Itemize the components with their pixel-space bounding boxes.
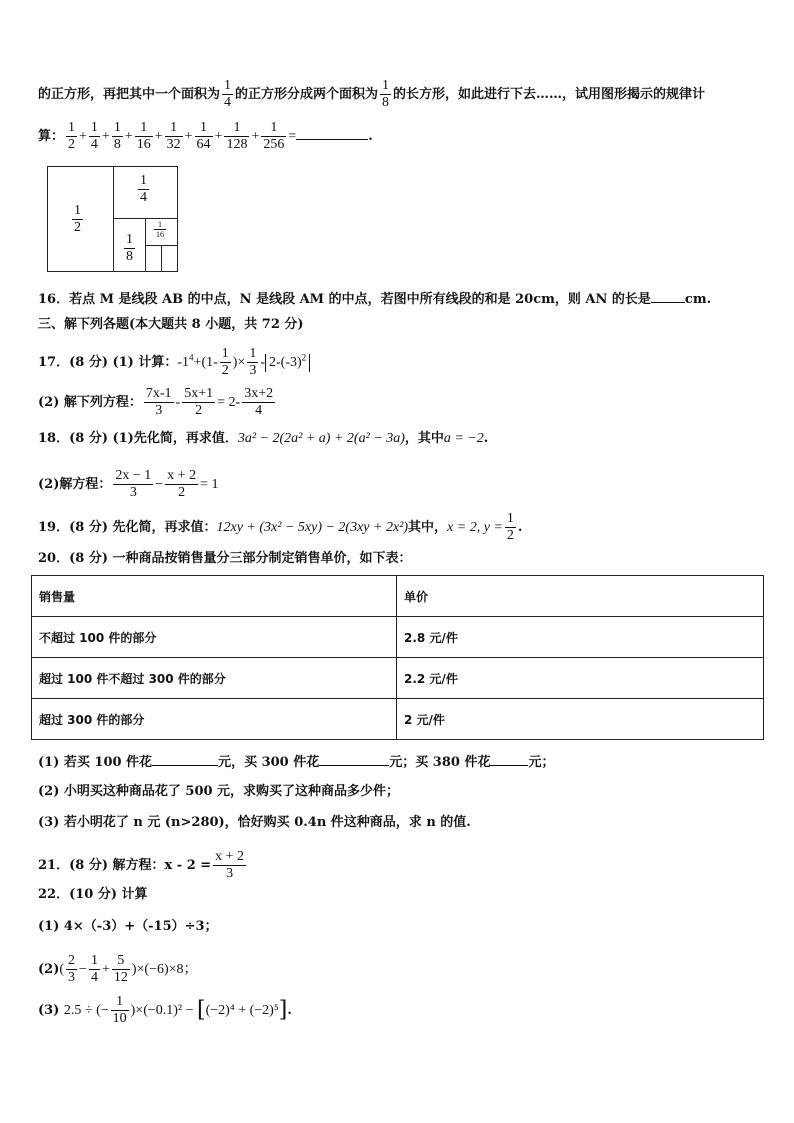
q20-sub2: (2) 小明买这种商品花了 500 元，求购买了这种商品多少件；: [38, 784, 400, 799]
fraction: $\frac{1}{4}$: [90, 120, 98, 152]
fraction: $\frac{1}{64}$: [196, 120, 211, 152]
section-heading: 三、解下列各题(本大题共 8 小题，共 72 分): [38, 317, 304, 332]
math-expr: -: [260, 355, 266, 370]
fraction: $\frac{x + 2}{2}$: [167, 468, 197, 500]
fraction: $\frac{1}{8}$: [113, 120, 121, 152]
q15-line1: [38, 78, 764, 111]
plus-sign: +: [214, 129, 223, 144]
q20-sub3: (3) 若小明花了 n 元 (n>280)，恰好购买 0.4n 件这种商品，求 n 的值.: [38, 815, 471, 830]
table-header-cell: 销售量: [32, 576, 397, 617]
q18-part2: [38, 468, 764, 501]
fraction: $\frac{1}{4}$: [140, 173, 147, 205]
table-row: [32, 658, 764, 699]
thirtysecond-cell: [145, 245, 162, 272]
fraction: $\frac{2x - 1}{3}$: [115, 468, 152, 500]
q20-s1-c: 元；买 380 件花: [389, 755, 491, 770]
q16-text: 16．若点 M 是线段 AB 的中点，N 是线段 AM 的中点，若图中所有线段的和是 20cm，则 AN 的长是: [38, 292, 651, 307]
q20-intro: 20．(8 分) 一种商品按销售量分三部分制定销售单价，如下表：: [38, 551, 412, 566]
plus-sign: +: [184, 129, 193, 144]
period: .: [287, 1003, 292, 1018]
table-cell: 2.8 元/件: [397, 617, 764, 658]
q17-part2: [38, 386, 764, 419]
plus-sign: +: [124, 129, 133, 144]
q16: [38, 288, 764, 310]
math-expr: 12xy + (3x² − 5xy) − 2(3xy + 2x²): [216, 520, 409, 535]
fraction: $\frac{1}{16}$: [156, 220, 164, 239]
fraction: $\frac{7x-1}{3}$: [145, 386, 172, 418]
fraction: $\frac{1}{2}$: [68, 120, 76, 152]
q15-calc-label: 算：: [38, 129, 65, 144]
equals-expr: = 2-: [217, 395, 241, 410]
plus-sign: +: [154, 129, 163, 144]
fraction: $\frac{1}{3}$: [249, 346, 257, 378]
q22-s2-label: (2): [38, 962, 60, 977]
table-header-row: [32, 576, 764, 617]
plus-sign: +: [101, 129, 110, 144]
q17-p2-label: (2) 解下列方程：: [38, 395, 142, 410]
q18-label: 18．(8 分) (1)先化简，再求值．: [38, 431, 238, 446]
math-expr: )×(−6)×8；: [131, 962, 198, 977]
q21-label: 21．(8 分) 解方程：x - 2 =: [38, 858, 212, 873]
close-bracket: ]: [278, 997, 288, 1023]
fraction: $\frac{1}{4}$: [224, 78, 232, 110]
fraction: $\frac{1}{10}$: [112, 994, 127, 1026]
answer-blank[interactable]: [490, 751, 528, 766]
q15-line2: [38, 120, 764, 153]
q22-label: 22．(10 分) 计算: [38, 887, 148, 902]
price-table: [31, 575, 764, 740]
fraction: $\frac{1}{2}$: [506, 511, 514, 543]
math-expr: )×: [232, 355, 246, 370]
q20-sub1: [38, 751, 764, 773]
period: .: [483, 431, 489, 446]
minus-sign: −: [155, 477, 164, 492]
abs-value: $2-(-3)^2$: [265, 354, 310, 372]
fraction: $\frac{1}{2}$: [221, 346, 229, 378]
minus-sign: −: [79, 962, 87, 977]
table-cell: 2 元/件: [397, 699, 764, 740]
table-row: [32, 617, 764, 658]
math-expr: 2.5 ÷ (−: [63, 1003, 109, 1018]
q22-s3-label: (3): [38, 1003, 60, 1018]
table-row: [32, 699, 764, 740]
half-cell: [47, 166, 114, 272]
open-bracket: [: [197, 997, 206, 1023]
q21: [38, 849, 764, 882]
q19-label: 19．(8 分) 先化简，再求值：: [38, 520, 217, 535]
equals-sign: =: [288, 129, 297, 144]
eighth-cell: [113, 218, 146, 272]
condition: a = −2: [443, 431, 484, 446]
fraction: $\frac{1}{2}$: [74, 203, 81, 235]
thirtysecond-cell: [161, 245, 178, 272]
q22-sub3: [38, 994, 764, 1027]
q20-s1-b: 元，买 300 件花: [218, 755, 320, 770]
q17-part1: [38, 346, 764, 379]
plus-sign: +: [101, 962, 110, 977]
fraction: $\frac{1}{16}$: [136, 120, 151, 152]
q15-text-a: 的正方形，再把其中一个面积为: [38, 87, 221, 102]
q20-s1-a: (1) 若买 100 件花: [38, 755, 153, 770]
q20-s1-d: 元；: [528, 755, 555, 770]
q19-tail: 其中，: [408, 520, 448, 535]
plus-sign: +: [251, 129, 260, 144]
sixteenth-cell: [145, 218, 178, 246]
math-expr: 3a² − 2(2a² + a) + 2(a² − 3a): [237, 431, 405, 446]
math-expr: (−2)⁴ + (−2)⁵: [205, 1003, 279, 1018]
fraction: $\frac{1}{32}$: [166, 120, 181, 152]
condition: x = 2, y =: [447, 520, 503, 535]
q19: [38, 511, 764, 544]
answer-blank[interactable]: [651, 288, 685, 303]
q18-part1: [38, 429, 764, 449]
plus-sign: +: [79, 129, 87, 144]
table-cell: 超过 100 件不超过 300 件的部分: [32, 658, 397, 699]
fraction: $\frac{1}{256}$: [263, 120, 285, 152]
answer-blank[interactable]: [152, 751, 218, 766]
q15-text-c: 的长方形，如此进行下去……，试用图形揭示的规律计: [393, 87, 706, 102]
q17-label: 17．(8 分) (1) 计算：: [38, 355, 178, 370]
math-expr: $-1^4+(1-$: [177, 352, 218, 370]
q15-series: [64, 120, 288, 152]
fraction: $\frac{5}{12}$: [113, 953, 128, 985]
open-paren: (: [59, 962, 65, 977]
period: .: [368, 129, 373, 144]
fraction: $\frac{3x+2}{4}$: [244, 386, 274, 418]
table-header-cell: 单价: [397, 576, 764, 617]
table-cell: 超过 300 件的部分: [32, 699, 397, 740]
table-cell: 2.2 元/件: [397, 658, 764, 699]
math-expr: )×(−0.1)² −: [130, 1003, 198, 1018]
fraction: $\frac{1}{128}$: [226, 120, 248, 152]
fraction: $\frac{5x+1}{2}$: [184, 386, 214, 418]
minus-sign: -: [175, 395, 181, 410]
q18-tail: ，其中: [404, 431, 444, 446]
fraction: $\frac{x + 2}{3}$: [215, 849, 245, 881]
q22-sub2: [38, 953, 764, 986]
answer-blank[interactable]: [319, 751, 389, 766]
equals-expr: = 1: [200, 477, 219, 492]
fraction: $\frac{1}{8}$: [382, 78, 390, 110]
q22-sub1: (1) 4×（-3）+（-15）÷3；: [38, 919, 218, 934]
fraction: $\frac{2}{3}$: [68, 953, 76, 985]
area-diagram: [47, 166, 178, 272]
q15-text-b: 的正方形分成两个面积为: [235, 87, 379, 102]
fraction: $\frac{1}{8}$: [126, 232, 133, 264]
table-cell: 不超过 100 件的部分: [32, 617, 397, 658]
period: .: [517, 520, 523, 535]
answer-blank[interactable]: [296, 125, 368, 140]
fraction: $\frac{1}{4}$: [90, 953, 98, 985]
quarter-cell: [113, 166, 178, 219]
q18-p2-label: (2)解方程：: [38, 477, 112, 492]
q16-unit: cm.: [684, 292, 712, 307]
